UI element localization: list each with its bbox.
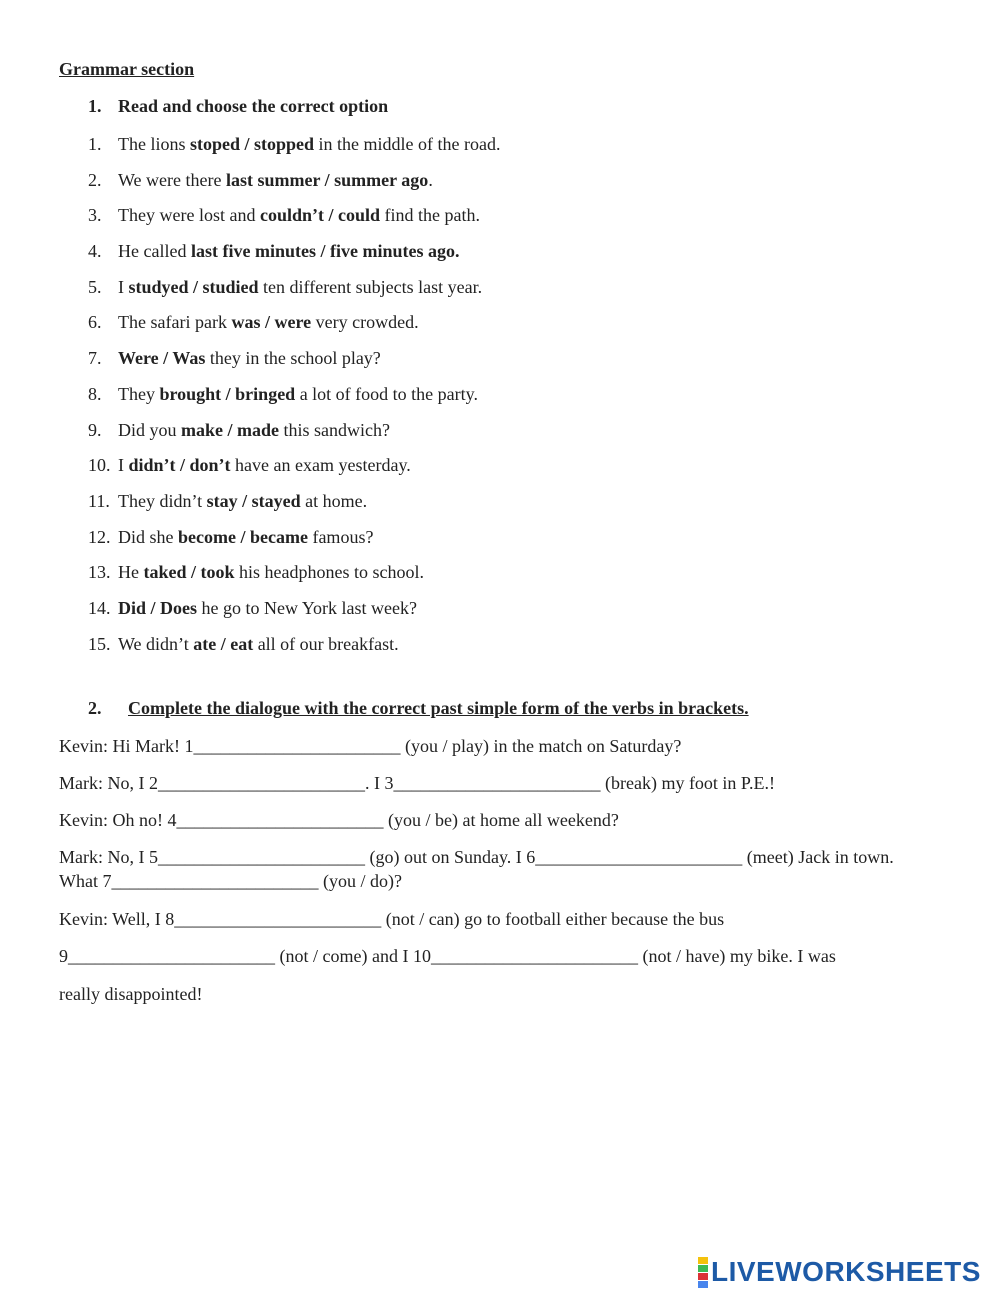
item-text: The lions	[118, 134, 190, 154]
section1-number: 1.	[88, 96, 102, 116]
list-item	[88, 240, 500, 276]
item-options[interactable]: last summer / summer ago	[225, 169, 429, 190]
dialogue-line[interactable]: 9_______________________ (not / come) and I 10_______________________ (not / have) my bike. I was	[59, 946, 836, 966]
logo-block	[698, 1257, 708, 1264]
list-item	[88, 383, 500, 419]
item-number: 2.	[88, 169, 102, 190]
list-item	[88, 133, 500, 169]
item-options[interactable]: studyed / studied	[128, 276, 259, 297]
item-text: very crowded.	[311, 312, 419, 333]
item-text: We didn’t	[118, 633, 194, 654]
item-text: He called	[118, 241, 191, 262]
item-text: famous?	[307, 526, 374, 547]
item-number: 15.	[88, 633, 111, 654]
item-options[interactable]: brought / bringed	[159, 383, 296, 404]
list-item	[88, 204, 500, 240]
item-number: 5.	[88, 276, 102, 297]
item-options[interactable]: taked / took	[143, 562, 235, 583]
list-item	[88, 490, 500, 526]
item-number: 3.	[88, 205, 102, 226]
list-item	[88, 561, 500, 597]
item-text: in the middle of the road.	[314, 134, 501, 154]
item-number: 12.	[88, 526, 111, 547]
item-text: He	[118, 562, 144, 583]
section1-heading-text: Read and choose the correct option	[118, 96, 389, 116]
list-item	[88, 347, 500, 383]
list-item	[88, 597, 500, 633]
item-options[interactable]: ate / eat	[193, 633, 254, 654]
item-text: Did you	[118, 419, 181, 440]
section2-number: 2.	[88, 698, 102, 718]
section2-heading	[88, 698, 749, 719]
item-options[interactable]: didn’t / don’t	[128, 455, 231, 476]
item-text: have an exam yesterday.	[230, 455, 411, 476]
list-item	[88, 526, 500, 562]
item-number: 9.	[88, 419, 102, 440]
item-number: 10.	[88, 455, 111, 476]
item-text: all of our breakfast.	[253, 633, 399, 654]
dialogue-line: really disappointed!	[59, 984, 203, 1004]
item-text: I	[118, 276, 129, 297]
page-title: Grammar section	[59, 59, 195, 79]
item-number: 7.	[88, 348, 102, 369]
list-item	[88, 419, 500, 455]
dialogue-line[interactable]: Mark: No, I 5_______________________ (go) out on Sunday. I 6_______________________ (meet) Jack in town. What 7_______________________ (you / do)?	[59, 847, 894, 891]
item-number: 14.	[88, 597, 111, 618]
item-text: he go to New York last week?	[197, 597, 417, 618]
item-options[interactable]: become / became	[178, 526, 308, 547]
item-number: 13.	[88, 562, 111, 583]
item-options[interactable]: make / made	[181, 419, 279, 440]
list-item	[88, 311, 500, 347]
item-text: ten different subjects last year.	[258, 276, 483, 297]
section2-heading-text: Complete the dialogue with the correct past simple form of the verbs in brackets.	[128, 698, 749, 718]
item-options[interactable]: Did / Does	[118, 597, 198, 618]
item-number: 6.	[88, 312, 102, 333]
item-text: they in the school play?	[205, 348, 381, 369]
choose-option-list	[88, 133, 500, 668]
item-text: I	[118, 455, 129, 476]
dialogue-line[interactable]: Kevin: Hi Mark! 1_______________________ (you / play) in the match on Saturday?	[59, 736, 682, 756]
item-options[interactable]: Were / Was	[118, 348, 206, 369]
logo-block	[698, 1281, 708, 1288]
item-options[interactable]: stay / stayed	[206, 490, 301, 511]
list-item	[88, 276, 500, 312]
dialogue-line[interactable]: Mark: No, I 2_______________________. I 3_______________________ (break) my foot in P.E.!	[59, 773, 775, 793]
item-options[interactable]: couldn’t / could	[259, 205, 380, 226]
dialogue-line[interactable]: Kevin: Oh no! 4_______________________ (you / be) at home all weekend?	[59, 810, 619, 830]
item-text: They didn’t	[118, 490, 207, 511]
item-text: They	[118, 383, 160, 404]
item-text: We were there	[118, 169, 226, 190]
logo-blocks	[698, 1257, 708, 1288]
item-text: this sandwich?	[279, 419, 390, 440]
logo-block	[698, 1265, 708, 1272]
item-number: 4.	[88, 241, 102, 262]
logo-text: LIVEWORKSHEETS	[711, 1256, 981, 1287]
item-text: his headphones to school.	[234, 562, 424, 583]
item-text: at home.	[300, 490, 368, 511]
list-item	[88, 454, 500, 490]
item-text: Did she	[118, 526, 178, 547]
item-number: 1.	[88, 134, 102, 154]
item-options[interactable]: stoped / stopped	[190, 134, 315, 154]
item-options[interactable]: was / were	[231, 312, 312, 333]
item-text: .	[428, 169, 433, 190]
section1-heading	[88, 96, 388, 117]
list-item	[88, 633, 500, 669]
item-options[interactable]: last five minutes / five minutes ago.	[190, 241, 460, 262]
item-text: The safari park	[118, 312, 232, 333]
logo-block	[698, 1273, 708, 1280]
dialogue-line[interactable]: Kevin: Well, I 8_______________________ (not / can) go to football either because the bus	[59, 909, 725, 929]
item-text: a lot of food to the party.	[295, 383, 478, 404]
liveworksheets-logo	[698, 1256, 981, 1288]
item-number: 8.	[88, 383, 102, 404]
item-number: 11.	[88, 490, 110, 511]
item-text: They were lost and	[118, 205, 260, 226]
list-item	[88, 169, 500, 205]
item-text: find the path.	[379, 205, 480, 226]
